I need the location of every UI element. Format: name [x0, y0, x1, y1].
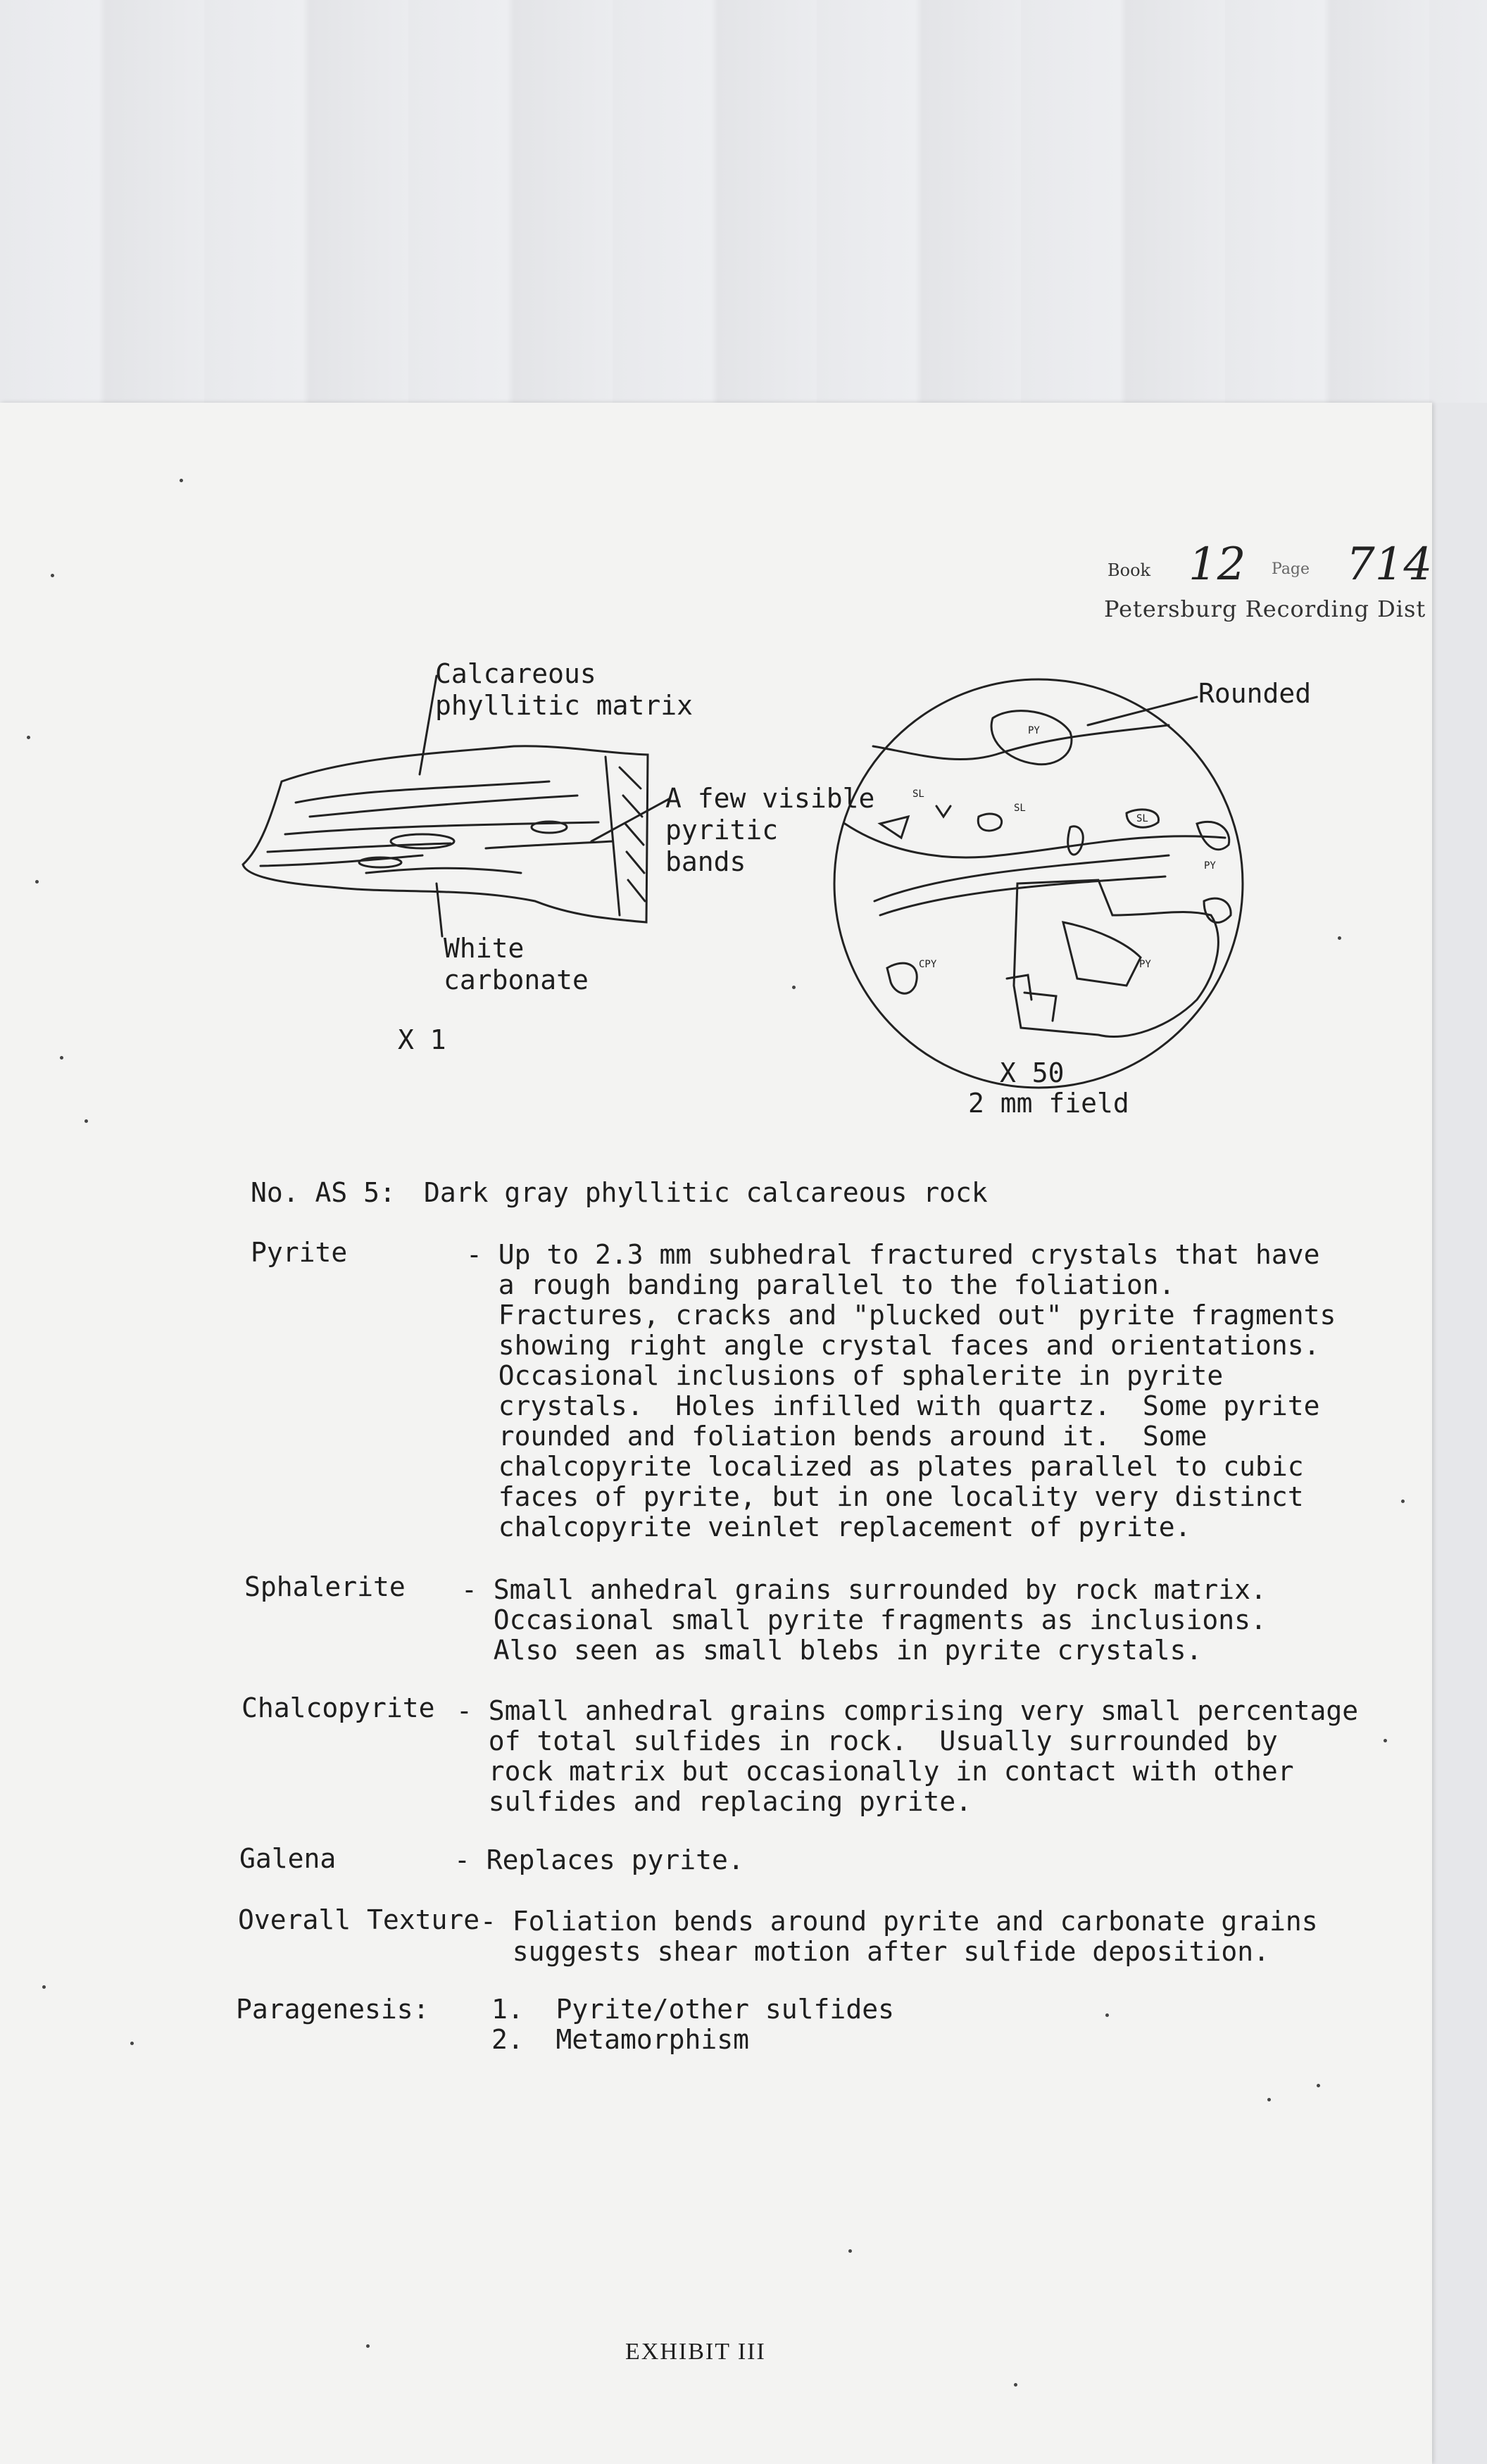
label-pyritic: pyritic — [665, 815, 779, 846]
mineral-line: - Replaces pyrite. — [454, 1844, 744, 1875]
mineral-line: Also seen as small blebs in pyrite crystals. — [461, 1635, 1203, 1666]
mineral-sl-2: SL — [1014, 803, 1026, 814]
mineral-line: of total sulfides in rock. Usually surrounded by — [456, 1726, 1278, 1756]
label-rounded: Rounded — [1198, 678, 1312, 709]
label-carbonate: carbonate — [444, 964, 589, 995]
paragenesis-item: 2. Metamorphism — [491, 2024, 750, 2055]
mineral-line: faces of pyrite, but in one locality very distinct — [466, 1481, 1304, 1512]
mineral-line: suggests shear motion after sulfide deposition. — [480, 1936, 1270, 1967]
magnification-x50: X 50 — [1000, 1057, 1065, 1088]
mineral-py-3: PY — [1204, 860, 1216, 872]
label-white: White — [444, 933, 525, 964]
mineral-py-2: PY — [1139, 959, 1151, 970]
mineral-name: Pyrite — [251, 1237, 348, 1268]
stamp-page-number: 714 — [1346, 539, 1433, 591]
mineral-line: chalcopyrite localized as plates parallel to cubic — [466, 1451, 1304, 1482]
sample-id: No. AS 5: — [251, 1177, 396, 1208]
mineral-name: Overall Texture — [238, 1904, 480, 1935]
field-size: 2 mm field — [968, 1088, 1129, 1119]
label-few-visible: A few visible — [665, 783, 875, 814]
mineral-line: chalcopyrite veinlet replacement of pyrite. — [466, 1511, 1191, 1542]
mineral-line: Occasional inclusions of sphalerite in pyrite — [466, 1360, 1224, 1391]
mineral-line: rounded and foliation bends around it. Some — [466, 1421, 1207, 1452]
mineral-name: Galena — [239, 1843, 337, 1874]
mineral-line: showing right angle crystal faces and orientations. — [466, 1330, 1320, 1361]
stamp-book-label: Book — [1108, 560, 1151, 580]
magnification-x1: X 1 — [398, 1024, 446, 1055]
stamp-page-label: Page — [1272, 560, 1310, 578]
label-calcareous: Calcareous — [435, 658, 596, 689]
mineral-line: - Small anhedral grains comprising very small percentage — [456, 1695, 1359, 1726]
mineral-line: a rough banding parallel to the foliation. — [466, 1269, 1175, 1300]
mineral-line: Fractures, cracks and "plucked out" pyrite fragments — [466, 1300, 1336, 1331]
mineral-line: - Up to 2.3 mm subhedral fractured crystals that have — [466, 1239, 1320, 1270]
mineral-cpy: CPY — [919, 959, 937, 970]
mineral-line: rock matrix but occasionally in contact with other — [456, 1756, 1294, 1787]
mineral-py-1: PY — [1028, 725, 1040, 736]
stamp-book-number: 12 — [1188, 539, 1246, 591]
thin-section-sketch — [834, 679, 1243, 1088]
mineral-sl-3: SL — [1136, 813, 1148, 824]
mineral-line: sulfides and replacing pyrite. — [456, 1786, 972, 1817]
exhibit-label: EXHIBIT III — [625, 2339, 766, 2365]
mineral-line: Occasional small pyrite fragments as inclusions. — [461, 1604, 1267, 1635]
mineral-line: - Small anhedral grains surrounded by rock matrix. — [461, 1574, 1267, 1605]
mineral-sl-1: SL — [912, 788, 924, 800]
label-bands: bands — [665, 846, 746, 877]
stamp-office: Petersburg Recording Dist — [1104, 596, 1426, 622]
sample-description: Dark gray phyllitic calcareous rock — [424, 1177, 988, 1208]
mineral-name: Chalcopyrite — [241, 1692, 435, 1723]
paragenesis-label: Paragenesis: — [236, 1994, 429, 2025]
label-phyllitic-matrix: phyllitic matrix — [435, 690, 694, 721]
mineral-line: crystals. Holes infilled with quartz. Some pyrite — [466, 1390, 1320, 1421]
mineral-name: Sphalerite — [244, 1571, 406, 1602]
mineral-line: - Foliation bends around pyrite and carbonate grains — [480, 1906, 1318, 1937]
paragenesis-item: 1. Pyrite/other sulfides — [491, 1994, 894, 2025]
